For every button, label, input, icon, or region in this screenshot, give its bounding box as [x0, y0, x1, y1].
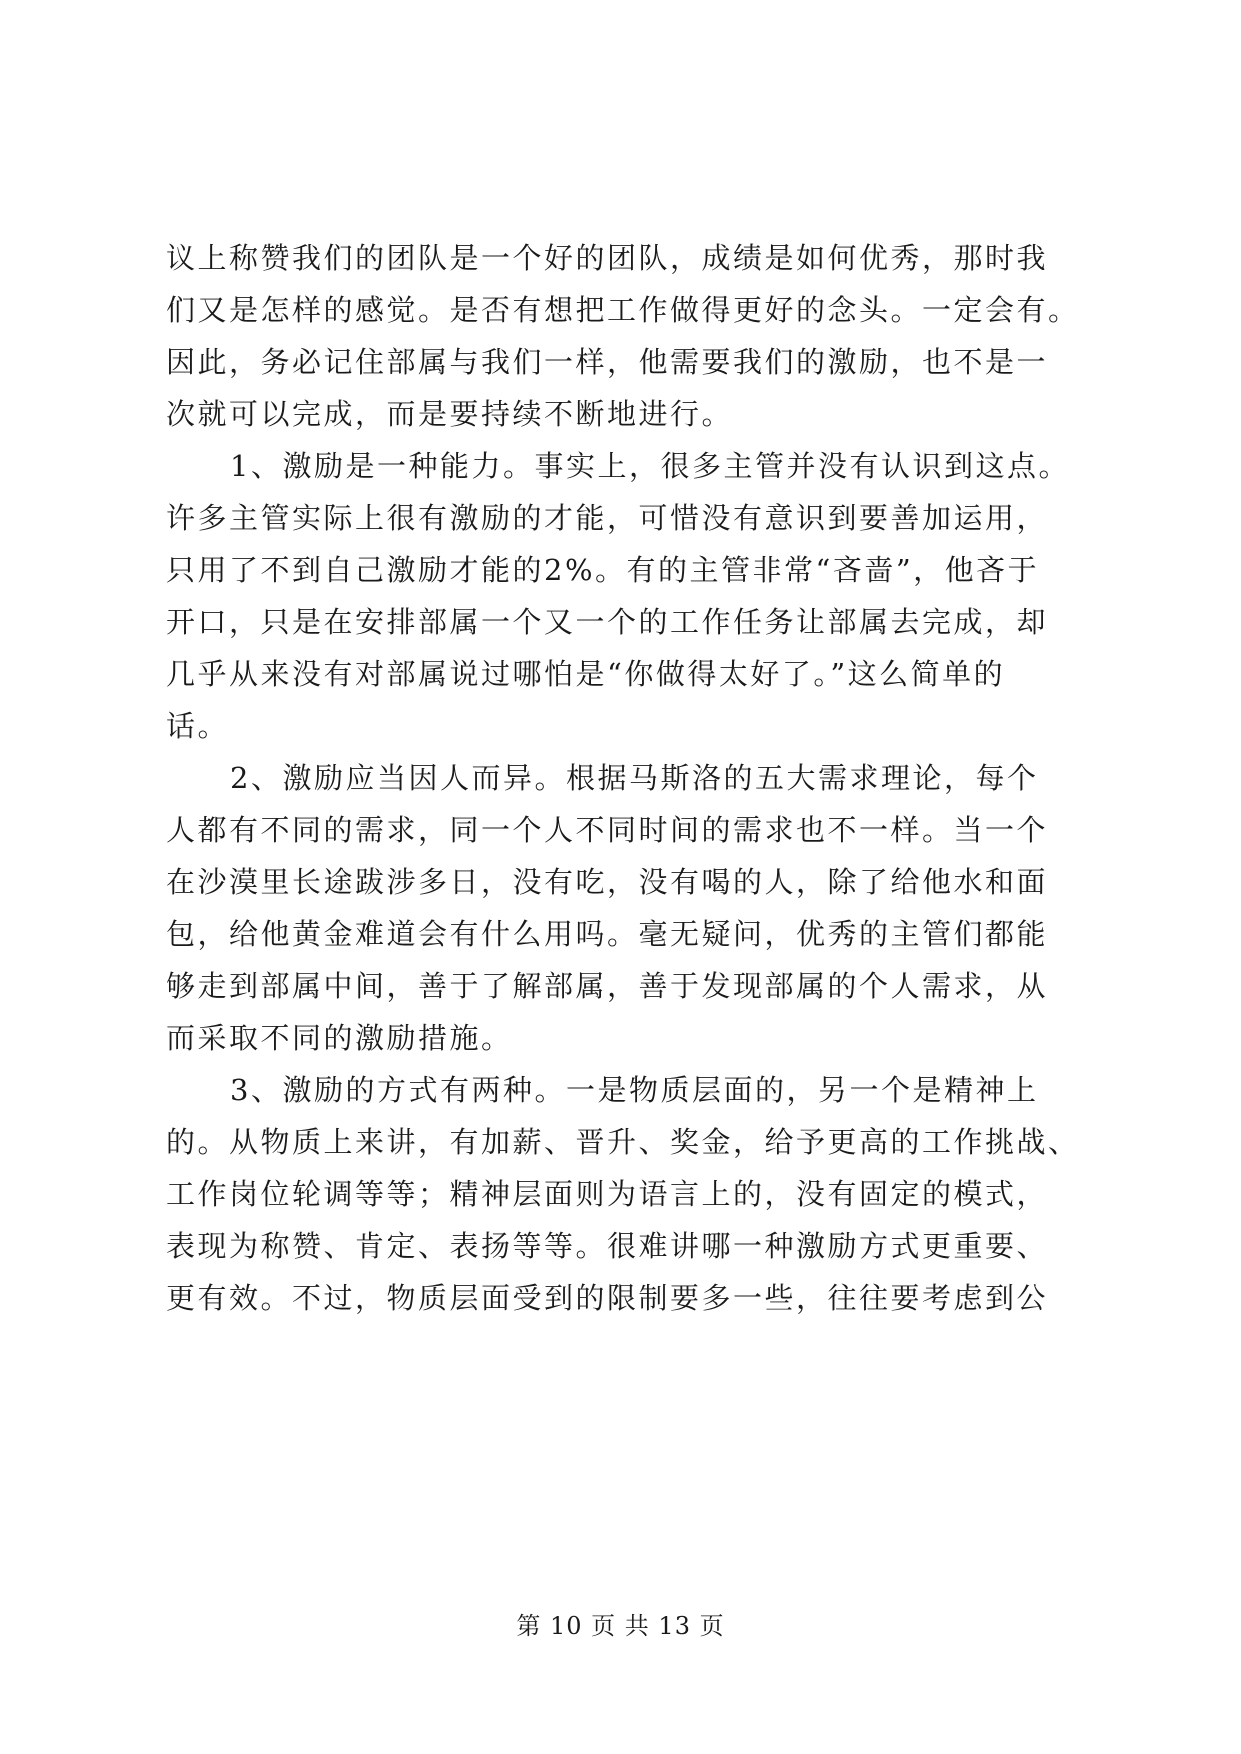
text-line: 人都有不同的需求，同一个人不同时间的需求也不一样。当一个	[166, 813, 1049, 847]
text-line: 在沙漠里长途跋涉多日，没有吃，没有喝的人，除了给他水和面	[166, 865, 1049, 899]
text-line: 而采取不同的激励措施。	[166, 1021, 513, 1055]
paragraph-3	[166, 752, 1076, 1064]
text-line: 话。	[166, 709, 230, 743]
paragraph-4	[166, 1064, 1080, 1324]
text-line: 工作岗位轮调等等；精神层面则为语言上的，没有固定的模式，	[166, 1177, 1049, 1211]
text-line: 2、激励应当因人而异。根据马斯洛的五大需求理论，每个	[230, 761, 1039, 795]
text-line: 几乎从来没有对部属说过哪怕是“你做得太好了。”这么简单的	[166, 657, 1006, 691]
paragraph-2	[166, 440, 1076, 752]
text-line: 包，给他黄金难道会有什么用吗。毫无疑问，优秀的主管们都能	[166, 917, 1049, 951]
text-line: 只用了不到自己激励才能的2%。有的主管非常“吝啬”，他吝于	[166, 553, 1040, 587]
text-line: 够走到部属中间，善于了解部属，善于发现部属的个人需求，从	[166, 969, 1049, 1003]
text-line: 因此，务必记住部属与我们一样，他需要我们的激励，也不是一	[166, 345, 1049, 379]
paragraph-1	[166, 232, 1080, 440]
document-body	[166, 232, 1080, 1324]
text-line: 表现为称赞、肯定、表扬等等。很难讲哪一种激励方式更重要、	[166, 1229, 1049, 1263]
text-line: 开口，只是在安排部属一个又一个的工作任务让部属去完成，却	[166, 605, 1049, 639]
text-line: 1、激励是一种能力。事实上，很多主管并没有认识到这点。	[230, 449, 1070, 483]
text-line: 的。从物质上来讲，有加薪、晋升、奖金，给予更高的工作挑战、	[166, 1125, 1080, 1159]
text-line: 次就可以完成，而是要持续不断地进行。	[166, 397, 734, 431]
page-number-footer: 第 10 页 共 13 页	[516, 1612, 725, 1640]
text-line: 3、激励的方式有两种。一是物质层面的，另一个是精神上	[230, 1073, 1039, 1107]
text-line: 更有效。不过，物质层面受到的限制要多一些，往往要考虑到公	[166, 1281, 1049, 1315]
text-line: 议上称赞我们的团队是一个好的团队，成绩是如何优秀，那时我	[166, 241, 1049, 275]
text-line: 许多主管实际上很有激励的才能，可惜没有意识到要善加运用，	[166, 501, 1049, 535]
text-line: 们又是怎样的感觉。是否有想把工作做得更好的念头。一定会有。	[166, 293, 1080, 327]
